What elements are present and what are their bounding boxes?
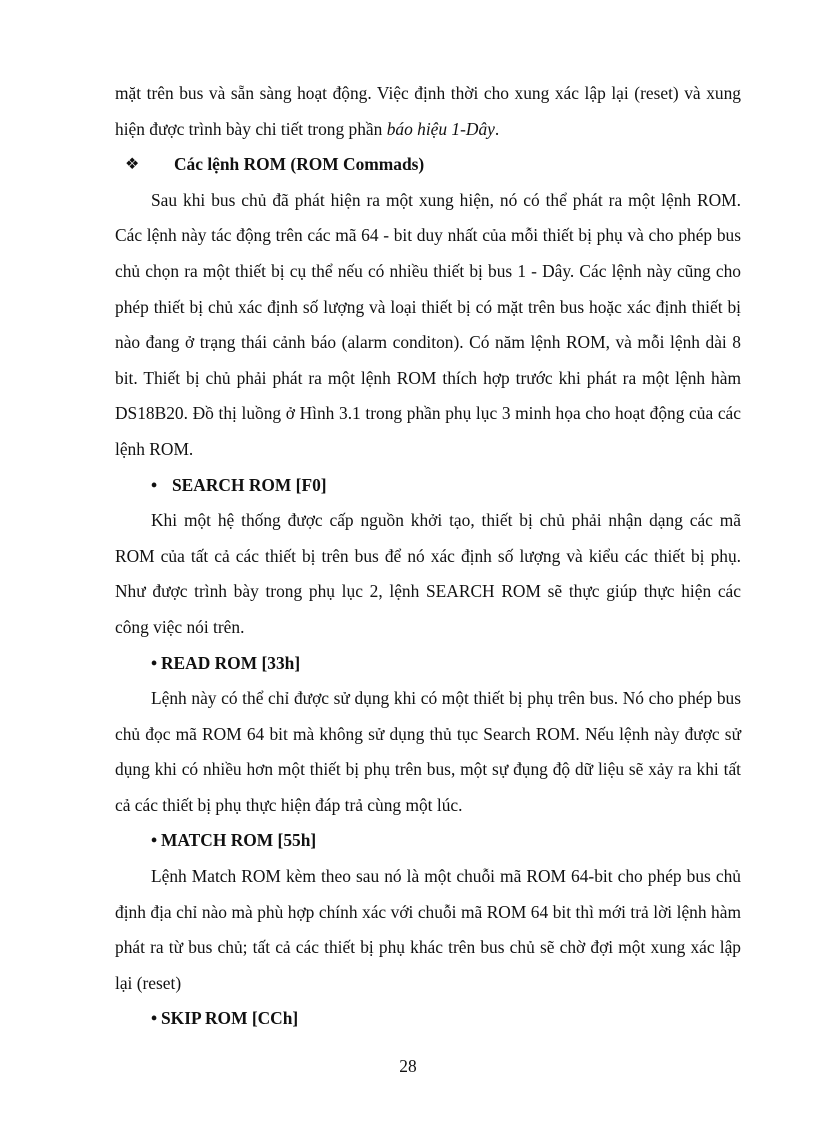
document-page	[115, 76, 741, 1037]
search-rom-paragraph: Khi một hệ thống được cấp nguồn khởi tạo, thiết bị chủ phải nhận dạng các mã ROM của tất cả các thiết bị trên bus để nó xác định số lượng và kiểu các thiết bị phụ. Như được trình bày trong phụ lục 2, lệnh SEARCH ROM sẽ thực giúp thực hiện các công việc nói trên.	[115, 510, 741, 637]
rom-commands-paragraph: Sau khi bus chủ đã phát hiện ra một xung hiện, nó có thể phát ra một lệnh ROM. Các lệnh này tác động trên các mã 64 - bit duy nhất của mỗi thiết bị phụ và cho phép bus chủ chọn ra một thiết bị cụ thể nếu có nhiều thiết bị bus 1 - Dây. Các lệnh này cũng cho phép thiết bị chủ xác định số lượng và loại thiết bị có mặt trên bus hoặc xác định thiết bị nào đang ở trạng thái cảnh báo (alarm conditon). Có năm lệnh ROM, và mỗi lệnh dài 8 bit. Thiết bị chủ phải phát ra một lệnh ROM thích hợp trước khi phát ra một lệnh hàm DS18B20. Đồ thị luồng ở Hình 3.1 trong phần phụ lục 3 minh họa cho hoạt động của các lệnh ROM.	[115, 189, 741, 459]
command-title: READ ROM [33h]	[161, 652, 301, 673]
command-title: MATCH ROM [55h]	[161, 830, 317, 851]
diamond-bullet-icon: ❖	[125, 156, 140, 174]
intro-text: mặt trên bus và sẵn sàng hoạt động. Việc định thời cho xung xác lập lại (reset) và xung hiện được trình bày chi tiết trong phần	[115, 83, 741, 139]
page-number: 28	[399, 1056, 417, 1076]
section-heading	[115, 147, 741, 183]
bullet-icon: •	[151, 474, 158, 495]
signal-reference: báo hiệu 1-Dây	[386, 118, 495, 139]
intro-paragraph	[115, 76, 741, 147]
read-rom-paragraph: Lệnh này có thể chỉ được sử dụng khi có một thiết bị phụ trên bus. Nó cho phép bus chủ đọc mã ROM 64 bit mà không sử dụng thủ tục Search ROM. Nếu lệnh này được sử dụng khi có nhiều hơn một thiết bị phụ trên bus, một sự đụng độ dữ liệu sẽ xảy ra khi tất cả các thiết bị phụ thực hiện đáp trả cùng một lúc.	[115, 688, 741, 815]
command-heading-search-rom	[115, 468, 741, 504]
bullet-icon: •	[151, 1008, 158, 1029]
bullet-icon: •	[151, 830, 158, 851]
section-title: Các lệnh ROM (ROM Commads)	[174, 154, 425, 175]
bullet-icon: •	[151, 652, 158, 673]
command-title: SKIP ROM [CCh]	[161, 1008, 299, 1029]
command-heading-match-rom	[115, 823, 741, 859]
command-title: SEARCH ROM [F0]	[172, 474, 327, 495]
match-rom-paragraph: Lệnh Match ROM kèm theo sau nó là một chuỗi mã ROM 64-bit cho phép bus chủ định địa chỉ nào mà phù hợp chính xác với chuỗi mã ROM 64 bit thì mới trả lời lệnh hàm phát ra từ bus chủ; tất cả các thiết bị phụ khác trên bus chủ sẽ chờ đợi một xung xác lập lại (reset)	[115, 866, 741, 993]
intro-end-punctuation: .	[494, 118, 500, 139]
command-heading-read-rom	[115, 646, 741, 682]
command-heading-skip-rom	[115, 1001, 741, 1037]
